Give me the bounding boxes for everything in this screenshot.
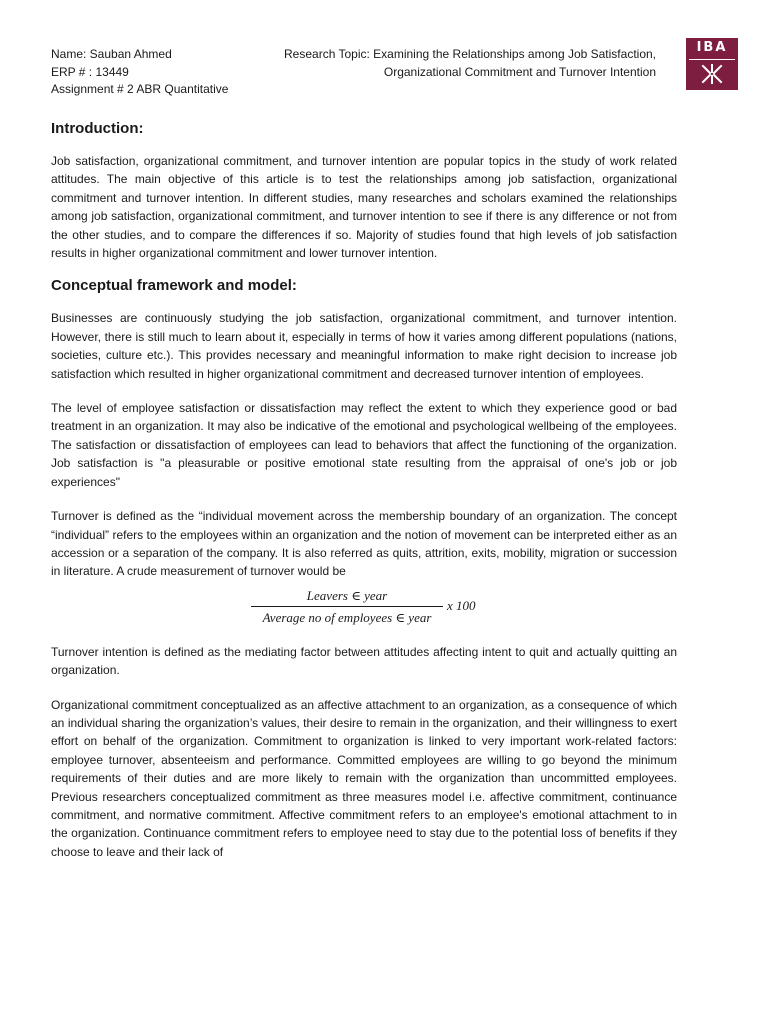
- conceptual-paragraph-1: Businesses are continuously studying the job satisfaction, organizational commitment, and turnover intention. However, there is still much to learn about it, especially in terms of how it varies among different populations (nations, societies, culture etc.). This provides necessary and meaningful information to make right decision to increase job satisfaction which resulted in higher organizational commitment and decreased turnover intention of employees.: [51, 311, 677, 381]
- conceptual-paragraph-4: Turnover intention is defined as the mediating factor between attitudes affecting intent to quit and actually quitting an organization.: [51, 644, 677, 678]
- introduction-paragraph: Job satisfaction, organizational commitment, and turnover intention are popular topics in the study of work related attitudes. The main objective of this article is to test the relationships among job satisfaction, organizational commitment and turnover intention. In different studies, many researches and scholars examined the relationships among job satisfaction, organizational commitment, and turnover intention to see if there is any difference or not from the other studies, and to compare the differences if so. Majority of studies found that high levels of job satisfaction results in higher organizational commitment and lower turnover intention.: [51, 154, 677, 261]
- formula-denominator: Average no of employees ∈ year: [262, 609, 432, 625]
- introduction-heading: Introduction:: [51, 120, 144, 137]
- conceptual-paragraph-3: Turnover is defined as the “individual movement across the membership boundary of an organization. The concept “individual” refers to the employees within an organization and the notion of movement can be interpreted either as an accession or a separation of the company. It is also referred as quits, attrition, exits, mobility, migration or succession in literature. A crude measurement of turnover would be: [51, 509, 677, 579]
- formula-numerator: Leavers ∈ year: [306, 587, 388, 603]
- author-info: [51, 46, 228, 99]
- conceptual-paragraph-2: The level of employee satisfaction or dissatisfaction may reflect the extent to which they experience good or bad treatment in an organization. It may also be indicative of the emotional and psychological wellbeing of the employees. The satisfaction or dissatisfaction of employees can lead to behaviors that affect the functioning of the organization. Job satisfaction is "a pleasurable or positive emotional state resulting from the appraisal of one's job or job experiences": [51, 401, 677, 489]
- document-body: [51, 118, 677, 861]
- logo-divider: [689, 59, 735, 60]
- formula-multiplier: x 100: [447, 597, 476, 613]
- topic-line-1: Research Topic: Examining the Relationships among Job Satisfaction,: [284, 47, 656, 61]
- conceptual-paragraph-5: Organizational commitment conceptualized as an affective attachment to an organization, as a consequence of which an individual sharing the organization’s values, their desire to remain in the organization, and their willingness to exert effort on behalf of the organization. Commitment to organization is linked to very important work-related factors: employee turnover, absenteeism and performance. Committed employees are willing to go beyond the minimum requirements of their duties and are more likely to remain with the organization than uncommitted employees. Previous researchers conceptualized commitment as three measures model i.e. affective commitment, continuance commitment, and normative commitment. Affective commitment refers to an employee's emotional attachment to in the organization. Continuance commitment refers to employee need to stay due to the potential loss of benefits if they choose to leave and their lack of: [51, 697, 677, 859]
- iba-logo: [686, 38, 738, 90]
- topic-line-2: Organizational Commitment and Turnover Intention: [383, 64, 656, 79]
- fraction-bar: [251, 606, 443, 607]
- research-topic: [272, 46, 656, 81]
- logo-text: IBA: [696, 40, 728, 55]
- assignment-label: Assignment # 2 ABR Quantitative: [51, 82, 229, 96]
- conceptual-framework-heading: Conceptual framework and model:: [51, 277, 297, 295]
- erp-number: ERP # : 13449: [51, 64, 129, 79]
- iba-emblem-icon: [700, 64, 724, 84]
- formula-fraction: [251, 587, 443, 627]
- author-name: Name: Sauban Ahmed: [51, 47, 172, 61]
- turnover-formula: [51, 587, 677, 639]
